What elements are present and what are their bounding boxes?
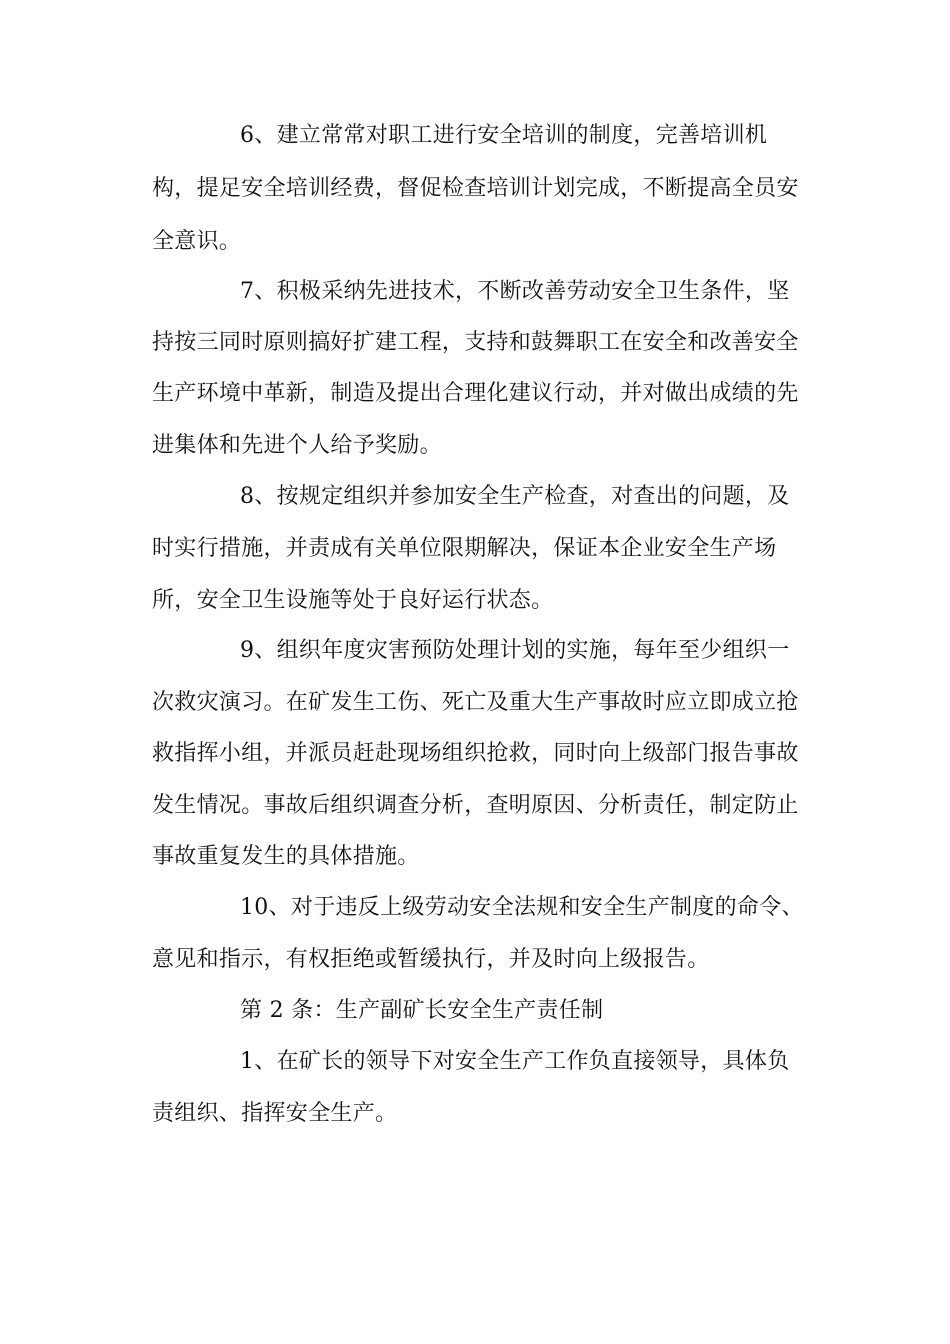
paragraph-9-line-1: 9、组织年度灾害预防处理计划的实施，每年至少组织一 <box>240 638 790 663</box>
paragraph-8-line-3: 所，安全卫生设施等处于良好运行状态。 <box>152 588 554 613</box>
paragraph-7-line-4: 进集体和先进个人给予奖励。 <box>152 433 442 458</box>
paragraph-9-line-2: 次救灾演习。在矿发生工伤、死亡及重大生产事故时应立即成立抢 <box>152 690 799 715</box>
paragraph-9-line-3: 救指挥小组，并派员赶赴现场组织抢救，同时向上级部门报告事故 <box>152 741 799 766</box>
paragraph-7-line-3: 生产环境中革新，制造及提出合理化建议行动，并对做出成绩的先 <box>152 381 799 406</box>
paragraph-9-line-4: 发生情况。事故后组织调查分析，查明原因、分析责任，制定防止 <box>152 793 799 818</box>
paragraph-6-line-1: 6、建立常常对职工进行安全培训的制度，完善培训机 <box>240 123 768 148</box>
paragraph-7-line-2: 持按三同时原则搞好扩建工程，支持和鼓舞职工在安全和改善安全 <box>152 330 799 355</box>
paragraph-8-line-2: 时实行措施，并责成有关单位限期解决，保证本企业安全生产场 <box>152 536 777 561</box>
paragraph-6-line-2: 构，提足安全培训经费，督促检查培训计划完成，不断提高全员安 <box>152 176 799 201</box>
paragraph-8-line-1: 8、按规定组织并参加安全生产检查，对查出的问题，及 <box>240 484 790 509</box>
article-2-paragraph-1-line-1: 1、在矿长的领导下对安全生产工作负直接领导，具体负 <box>240 1049 790 1074</box>
paragraph-6-line-3: 全意识。 <box>152 229 242 254</box>
paragraph-9-line-5: 事故重复发生的具体措施。 <box>152 844 420 869</box>
section-heading-article-2: 第 2 条：生产副矿长安全生产责任制 <box>240 998 604 1023</box>
paragraph-10-line-1: 10、对于违反上级劳动安全法规和安全生产制度的命令、 <box>240 895 804 920</box>
paragraph-10-line-2: 意见和指示，有权拒绝或暂缓执行，并及时向上级报告。 <box>152 947 710 972</box>
article-2-paragraph-1-line-2: 责组织、指挥安全生产。 <box>152 1101 398 1126</box>
paragraph-7-line-1: 7、积极采纳先进技术，不断改善劳动安全卫生条件，坚 <box>240 279 790 304</box>
